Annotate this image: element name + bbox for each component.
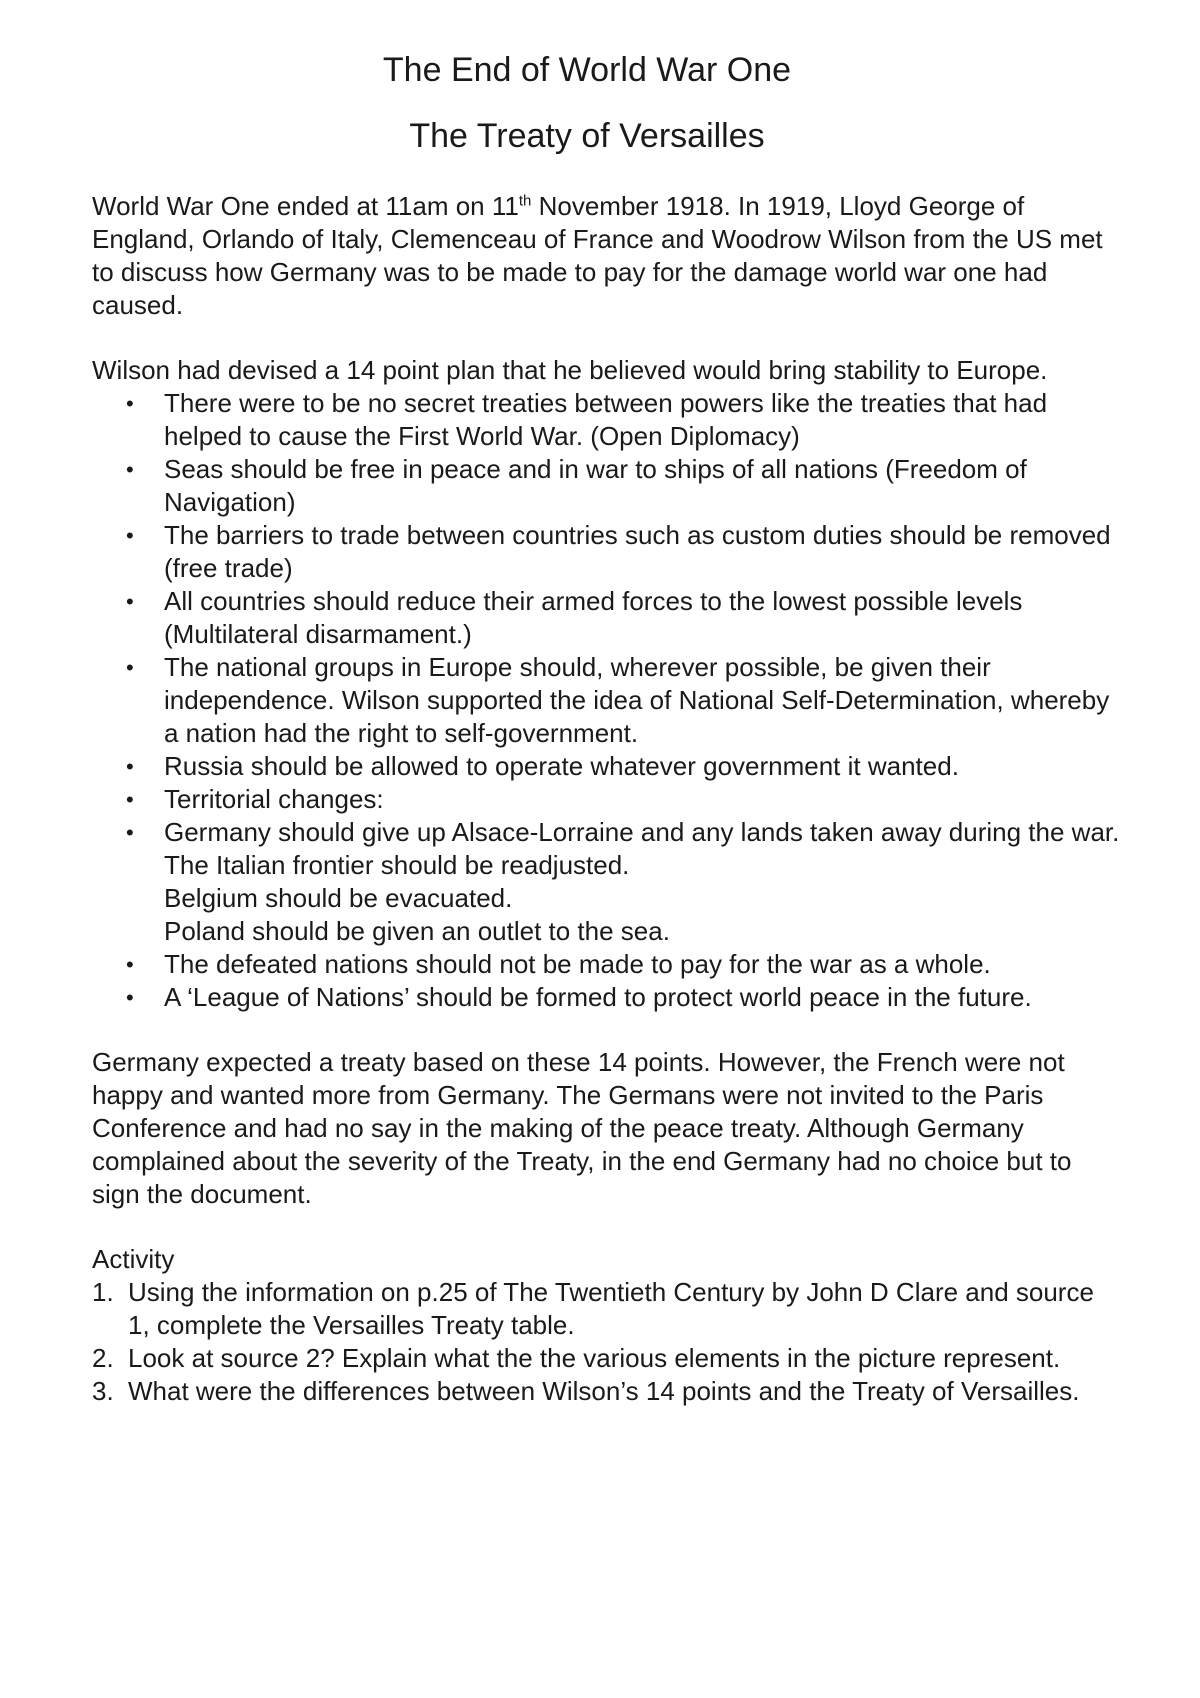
bullet-icon: • <box>126 457 134 482</box>
bullet-icon: • <box>126 523 134 548</box>
list-item <box>92 1375 1122 1408</box>
intro-text-start: World War One ended at 11am on 11 <box>92 191 519 221</box>
activity-heading: Activity <box>92 1244 175 1274</box>
point-text: All countries should reduce their armed forces to the lowest possible levels (Multilateral disarmament.) <box>164 586 1023 649</box>
list-item <box>92 1342 1122 1375</box>
document-page <box>92 48 1122 1408</box>
territorial-subline: The Italian frontier should be readjusted. <box>164 850 630 880</box>
point-text: The barriers to trade between countries such as custom duties should be removed (free trade) <box>164 520 1111 583</box>
activity-list <box>92 1276 1122 1408</box>
bullet-icon: • <box>126 787 134 812</box>
bullet-icon: • <box>126 391 134 416</box>
bullet-icon: • <box>126 952 134 977</box>
point-text: Territorial changes: <box>164 784 384 814</box>
bullet-icon: • <box>126 589 134 614</box>
list-item <box>92 1276 1122 1342</box>
list-item <box>92 387 1122 453</box>
conclusion-paragraph: Germany expected a treaty based on these 14 points. However, the French were not happy and wanted more from Germany. The Germans were not invited to the Paris Conference and had no say in the making of the peace treaty. Although Germany complained about the severity of the Treaty, in the end Germany had no choice but to sign the document. <box>92 1047 1072 1209</box>
list-item <box>92 783 1122 816</box>
page-title: The End of World War One <box>382 51 792 89</box>
list-item <box>92 816 1122 948</box>
point-text: Germany should give up Alsace-Lorraine and any lands taken away during the war. <box>164 817 1120 847</box>
territorial-subline: Poland should be given an outlet to the sea. <box>164 916 670 946</box>
intro-text-end: November 1918. In 1919, Lloyd George of England, Orlando of Italy, Clemenceau of France and Woodrow Wilson from the US met to discuss how Germany was to be made to pay for the damage world war one had caused. <box>92 191 1103 320</box>
bullet-icon: • <box>126 655 134 680</box>
point-text: The defeated nations should not be made to pay for the war as a whole. <box>164 949 991 979</box>
bullet-icon: • <box>126 820 134 845</box>
activity-number: 1. <box>92 1277 114 1307</box>
territorial-subline: Belgium should be evacuated. <box>164 883 513 913</box>
page-subtitle: The Treaty of Versailles <box>409 117 765 155</box>
point-text: Seas should be free in peace and in war to ships of all nations (Freedom of Navigation) <box>164 454 1027 517</box>
list-item <box>92 519 1122 585</box>
activity-text: Look at source 2? Explain what the the various elements in the picture represent. <box>128 1343 1061 1373</box>
list-item <box>92 453 1122 519</box>
activity-text: What were the differences between Wilson’s 14 points and the Treaty of Versailles. <box>128 1376 1080 1406</box>
point-text: A ‘League of Nations’ should be formed to protect world peace in the future. <box>164 982 1032 1012</box>
list-item <box>92 948 1122 981</box>
point-text: There were to be no secret treaties between powers like the treaties that had helped to cause the First World War. (Open Diplomacy) <box>164 388 1048 451</box>
point-text: Russia should be allowed to operate whatever government it wanted. <box>164 751 959 781</box>
list-item <box>92 585 1122 651</box>
plan-intro-paragraph: Wilson had devised a 14 point plan that he believed would bring stability to Europe. <box>92 355 1048 385</box>
ordinal-suffix: th <box>518 192 532 210</box>
list-item <box>92 981 1122 1014</box>
list-item <box>92 651 1122 750</box>
list-item <box>92 750 1122 783</box>
activity-number: 3. <box>92 1376 114 1406</box>
intro-paragraph <box>92 190 1122 322</box>
point-text: The national groups in Europe should, wherever possible, be given their independence. Wilson supported the idea of National Self-Determination, whereby a nation had the right to self-government. <box>164 652 1110 748</box>
bullet-icon: • <box>126 985 134 1010</box>
activity-number: 2. <box>92 1343 114 1373</box>
fourteen-points-list <box>92 387 1122 1014</box>
activity-text: Using the information on p.25 of The Twentieth Century by John D Clare and source 1, complete the Versailles Treaty table. <box>128 1277 1094 1340</box>
bullet-icon: • <box>126 754 134 779</box>
